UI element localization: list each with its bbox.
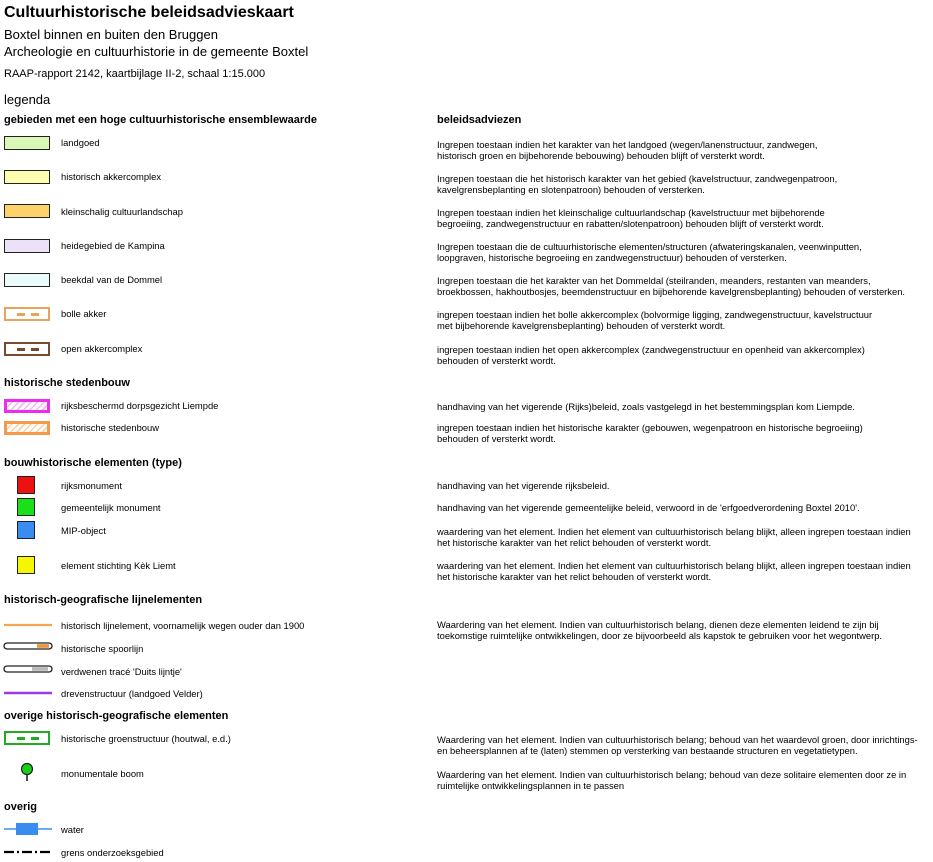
section-heading-lijnelementen: historisch-geografische lijnelementen — [4, 594, 203, 606]
legend-label-historische-stedenbouw: historische stedenbouw — [61, 422, 159, 433]
gemeentelijk-monument-swatch — [17, 498, 35, 516]
advice-kleinschalig: Ingrepen toestaan indien het kleinschalige cultuurlandschap (kavelstructuur met bijbehorende begroeiing, zandwegenstructuur en rabatten/slotenpatroon) behouden blijft of versterkt wordt. — [437, 207, 825, 229]
kleinschalig-swatch — [4, 204, 50, 218]
advice-column-heading: beleidsadviezen — [437, 114, 522, 126]
legend-label-heidegebied: heidegebied de Kampina — [61, 240, 165, 251]
legend-label-spoorlijn: historische spoorlijn — [61, 643, 144, 654]
rijksmonument-swatch — [17, 476, 35, 494]
page-subtitle-2: Archeologie en cultuurhistorie in de gemeente Boxtel — [4, 44, 309, 59]
legend-label-kleinschalig: kleinschalig cultuurlandschap — [61, 206, 183, 217]
advice-heidegebied: Ingrepen toestaan die de cultuurhistorische elementen/structuren (afwateringskanalen, veenwinputten, loopgraven, historische begroeiing en zandwegenstructuur) behouden of versterken. — [437, 241, 862, 263]
legend-label-mip-object: MIP-object — [61, 525, 106, 536]
advice-open-akkercomplex: ingrepen toestaan indien het open akkercomplex (zandwegenstructuur en openheid van akkercomplex) behouden of versterkt wordt. — [437, 344, 865, 366]
open-akkercomplex-swatch — [4, 342, 50, 356]
legend-label-water: water — [61, 824, 84, 835]
section-heading-bouwhistorisch: bouwhistorische elementen (type) — [4, 457, 182, 469]
beekdal-swatch — [4, 273, 50, 287]
advice-mip-object: waardering van het element. Indien het element van cultuurhistorisch belang blijkt, alleen ingrepen toestaan indien het historische karakter van het relict behouden of versterkt wordt. — [437, 526, 911, 548]
legend-title: legenda — [4, 92, 51, 107]
page-subtitle-1: Boxtel binnen en buiten den Bruggen — [4, 27, 218, 42]
legend-label-lijnelement: historisch lijnelement, voornamelijk wegen ouder dan 1900 — [61, 620, 305, 631]
water-line-symbol — [4, 823, 52, 835]
legend-label-landgoed: landgoed — [61, 137, 100, 148]
tree-icon — [18, 762, 36, 782]
landgoed-swatch — [4, 136, 50, 150]
advice-historische-stedenbouw: ingrepen toestaan indien het historische karakter (gebouwen, wegenpatroon en historische begroeiing) behouden of versterkt wordt. — [437, 422, 863, 444]
groenstructuur-swatch — [4, 731, 50, 745]
legend-label-rijksmonument: rijksmonument — [61, 480, 122, 491]
legend-label-grens: grens onderzoeksgebied — [61, 847, 164, 858]
bolle-akker-swatch — [4, 307, 50, 321]
advice-landgoed: Ingrepen toestaan indien het karakter van het landgoed (wegen/lanenstructuur, zandwegen, historisch groen en bijbehorende bebouwing) behouden blijft of versterkt wordt. — [437, 139, 818, 161]
legend-label-open-akkercomplex: open akkercomplex — [61, 343, 143, 354]
advice-rijksmonument: handhaving van het vigerende rijksbeleid. — [437, 480, 610, 491]
duits-lijntje-line-symbol — [4, 666, 52, 672]
advice-beekdal: Ingrepen toestaan die het karakter van het Dommeldal (steilranden, meanders, restanten van meanders, broekbossen, hakhoutbosjes, beemdenstructuur en bijbehorende kavelgrensbeplanting) behouden of versterken. — [437, 275, 906, 297]
advice-historisch-akkercomplex: Ingrepen toestaan die het historisch karakter van het gebied (kavelstructuur, zandwegenpatroon, kavelgrensbeplanting en slotenpatroon) behouden of versterken. — [437, 173, 838, 195]
legend-label-dorpsgezicht: rijksbeschermd dorpsgezicht Liempde — [61, 400, 219, 411]
advice-bolle-akker: ingrepen toestaan indien het bolle akkercomplex (bolvormige ligging, zandwegenstructuur, kavelstructuur met bijbehorende kavelgrensbeplanting) behouden of versterkt wordt. — [437, 309, 873, 331]
legend-label-monumentale-boom: monumentale boom — [61, 768, 144, 779]
heidegebied-swatch — [4, 239, 50, 253]
kek-liemt-swatch — [17, 556, 35, 574]
advice-groenstructuur: Waardering van het element. Indien van cultuurhistorisch belang; behoud van het waardevol groen, door inrichtings- en beheersplannen af te (laten) stemmen op versterking van bestaande structuren en vegetatietypen. — [437, 734, 918, 756]
legend-label-gemeentelijk-monument: gemeentelijk monument — [61, 502, 161, 513]
line-symbols — [2, 618, 54, 700]
akkercomplex-swatch — [4, 170, 50, 184]
section-heading-overige: overige historisch-geografische elementen — [4, 710, 229, 722]
page-title: Cultuurhistorische beleidsadvieskaart — [4, 4, 294, 21]
dorpsgezicht-swatch — [4, 399, 50, 413]
section-heading-overig: overig — [4, 801, 38, 813]
advice-gemeentelijk-monument: handhaving van het vigerende gemeentelijke beleid, verwoord in de 'erfgoedverordening Boxtel 2010'. — [437, 502, 860, 513]
legend-label-duits-lijntje: verdwenen tracé 'Duits lijntje' — [61, 666, 182, 677]
legend-label-historisch-akkercomplex: historisch akkercomplex — [61, 171, 162, 182]
legend-label-beekdal: beekdal van de Dommel — [61, 274, 163, 285]
mip-object-swatch — [17, 521, 35, 539]
section-heading-stedenbouw: historische stedenbouw — [4, 377, 130, 389]
overig-symbols — [2, 820, 54, 860]
advice-monumentale-boom: Waardering van het element. Indien van cultuurhistorisch belang; behoud van deze solitaire elementen door ze in ruimtelijke ontwikkelingsplannen in te passen — [437, 769, 907, 791]
legend-label-kek-liemt: element stichting Kèk Liemt — [61, 560, 176, 571]
spoorlijn-line-symbol — [4, 643, 52, 649]
advice-lijnelementen: Waardering van het element. Indien van cultuurhistorisch belang, dienen deze elementen leidend te zijn bij toekomstige ruimtelijke ontwikkelingen, door ze bijvoorbeeld als kapstok te gebruiken voor het wegontwerp. — [437, 619, 883, 641]
stedenbouw-swatch — [4, 421, 50, 435]
section-heading-ensemble: gebieden met een hoge cultuurhistorische ensemblewaarde — [4, 114, 317, 126]
advice-kek-liemt: waardering van het element. Indien het element van cultuurhistorisch belang blijkt, alleen ingrepen toestaan indien het historische karakter van het relict behouden of versterkt wordt. — [437, 560, 911, 582]
legend-label-groenstructuur: historische groenstructuur (houtwal, e.d.) — [61, 733, 231, 744]
legend-label-drevenstructuur: drevenstructuur (landgoed Velder) — [61, 688, 203, 699]
advice-dorpsgezicht: handhaving van het vigerende (Rijks)beleid, zoals vastgelegd in het bestemmingsplan kom Liempde. — [437, 401, 855, 412]
report-info: RAAP-rapport 2142, kaartbijlage II-2, schaal 1:15.000 — [4, 68, 266, 80]
legend-label-bolle-akker: bolle akker — [61, 308, 107, 319]
